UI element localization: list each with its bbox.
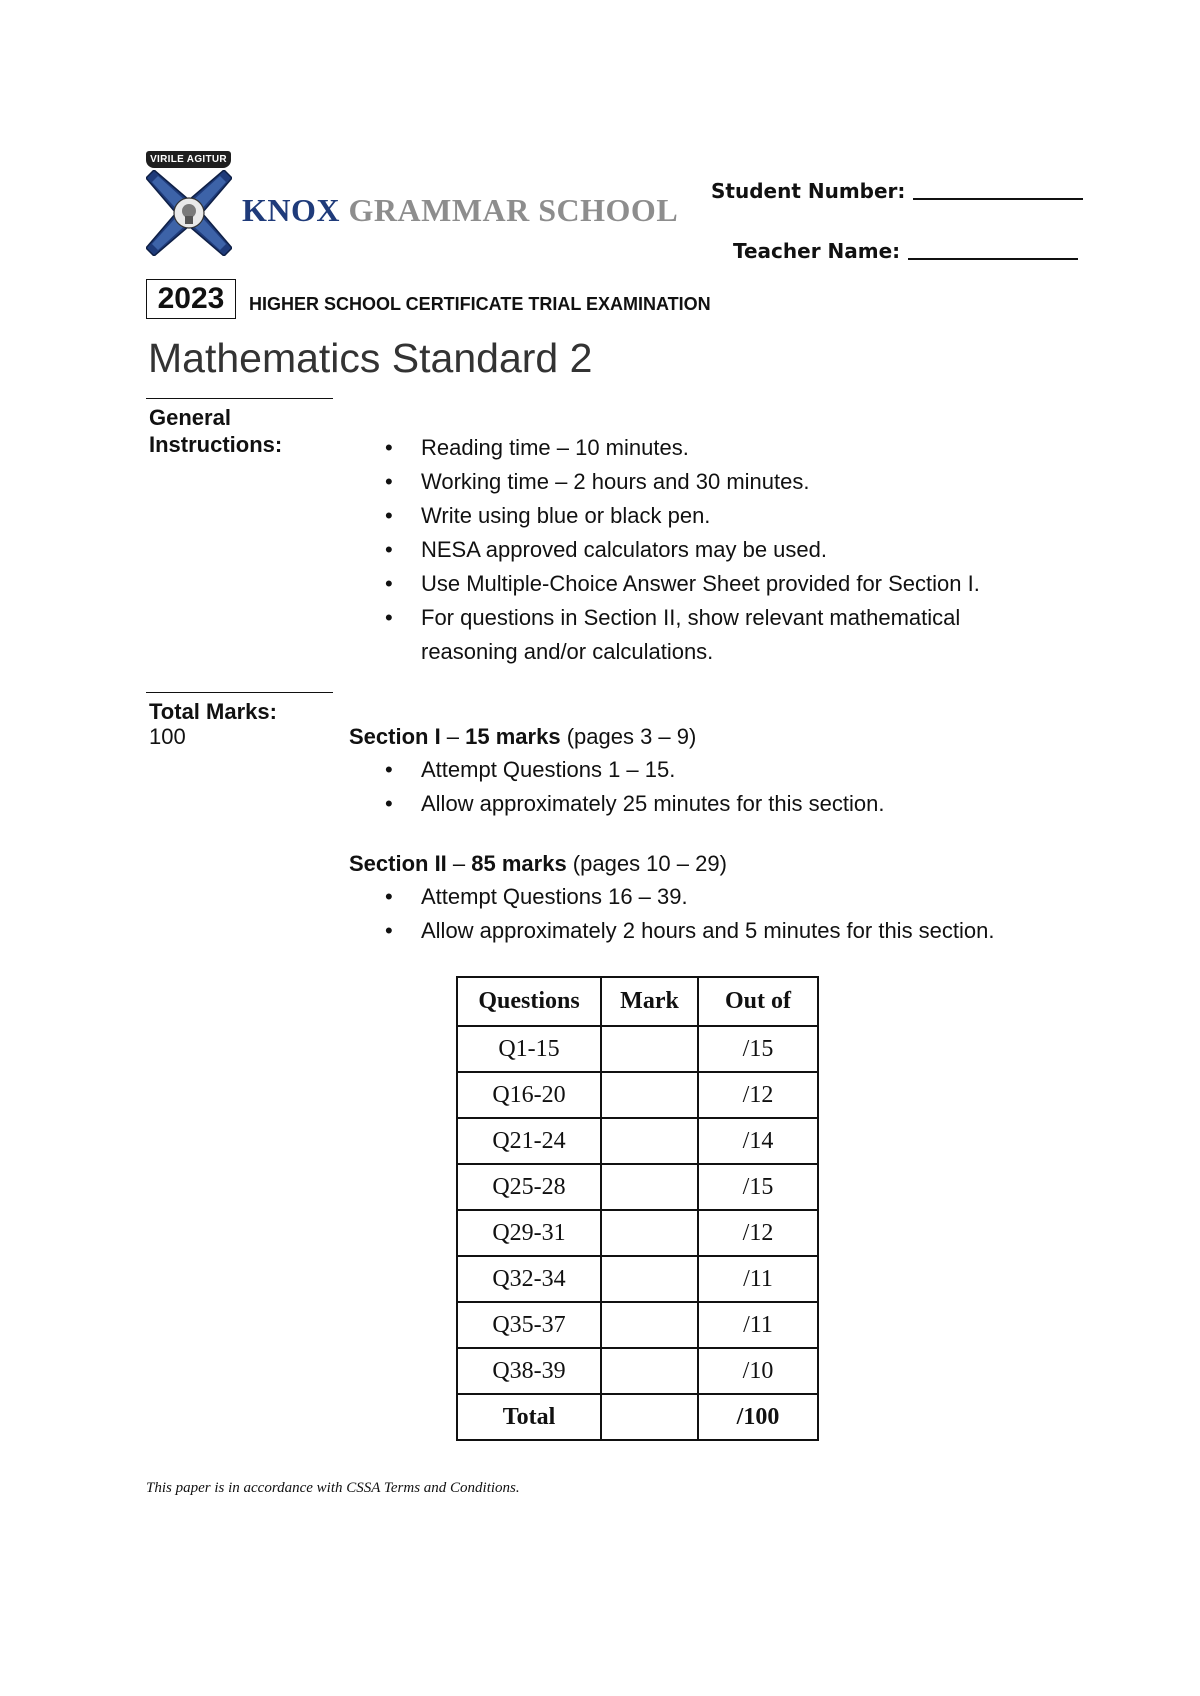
section-1-marks: 15 marks <box>465 724 561 749</box>
marks-table <box>456 976 819 1441</box>
total-marks-label: Total Marks: <box>149 699 277 724</box>
school-name-knox: KNOX <box>242 192 340 228</box>
teacher-name-field <box>733 238 1078 263</box>
mark-cell[interactable] <box>601 1072 698 1118</box>
list-item: • Reading time – 10 minutes. <box>349 431 1109 465</box>
section-1-list <box>349 753 1109 821</box>
out-of-cell: /15 <box>698 1164 818 1210</box>
list-item-line: For questions in Section II, show relevant mathematical <box>421 605 961 630</box>
mark-cell[interactable] <box>601 1302 698 1348</box>
teacher-name-label: Teacher Name: <box>733 239 901 263</box>
section-2-pages: (pages 10 – 29) <box>566 851 727 876</box>
column-header-mark: Mark <box>601 977 698 1026</box>
column-header-out-of: Out of <box>698 977 818 1026</box>
list-item: • Allow approximately 2 hours and 5 minutes for this section. <box>349 914 1149 948</box>
out-of-cell: /11 <box>698 1302 818 1348</box>
out-of-cell: /12 <box>698 1210 818 1256</box>
table-row <box>457 1256 818 1302</box>
exam-year: 2023 <box>146 279 236 319</box>
list-item: • Allow approximately 25 minutes for this section. <box>349 787 1109 821</box>
question-range-cell: Q32-34 <box>457 1256 601 1302</box>
student-number-line[interactable] <box>913 178 1083 200</box>
question-range-cell: Q29-31 <box>457 1210 601 1256</box>
general-instructions-label-line2: Instructions: <box>149 432 283 457</box>
list-item: • Working time – 2 hours and 30 minutes. <box>349 465 1109 499</box>
table-row <box>457 1348 818 1394</box>
table-row <box>457 1302 818 1348</box>
question-range-cell: Q25-28 <box>457 1164 601 1210</box>
total-marks-value: 100 <box>149 724 186 749</box>
list-item: • Attempt Questions 16 – 39. <box>349 880 1149 914</box>
divider-rule <box>146 398 333 399</box>
section-1-heading <box>349 722 696 752</box>
section-2-marks: 85 marks <box>471 851 567 876</box>
list-item: • Attempt Questions 1 – 15. <box>349 753 1109 787</box>
section-2-heading <box>349 849 727 879</box>
table-row <box>457 1072 818 1118</box>
question-range-cell: Q21-24 <box>457 1118 601 1164</box>
out-of-cell: /10 <box>698 1348 818 1394</box>
question-range-cell: Q16-20 <box>457 1072 601 1118</box>
teacher-name-line[interactable] <box>908 238 1078 260</box>
table-row <box>457 1210 818 1256</box>
table-row <box>457 1118 818 1164</box>
table-row <box>457 1026 818 1072</box>
mark-cell[interactable] <box>601 1256 698 1302</box>
crest-motto-banner: VIRILE AGITUR <box>146 151 231 168</box>
student-number-field <box>711 178 1083 203</box>
section-2-list <box>349 880 1149 948</box>
mark-cell[interactable] <box>601 1118 698 1164</box>
section-2-dash: – <box>446 851 472 876</box>
footer-note: This paper is in accordance with CSSA Terms and Conditions. <box>146 1480 520 1496</box>
section-2-name: Section II <box>349 851 447 876</box>
list-item: • NESA approved calculators may be used. <box>349 533 1109 567</box>
section-1-pages: (pages 3 – 9) <box>560 724 697 749</box>
question-range-cell: Q1-15 <box>457 1026 601 1072</box>
subject-title: Mathematics Standard 2 <box>148 335 593 381</box>
list-item-continuation: reasoning and/or calculations. <box>421 639 714 664</box>
total-mark-cell[interactable] <box>601 1394 698 1440</box>
mark-cell[interactable] <box>601 1164 698 1210</box>
out-of-cell: /12 <box>698 1072 818 1118</box>
school-name-rest: GRAMMAR SCHOOL <box>348 192 679 228</box>
table-header-row <box>457 977 818 1026</box>
total-out-of-cell: /100 <box>698 1394 818 1440</box>
total-label-cell: Total <box>457 1394 601 1440</box>
school-crest-logo <box>146 170 232 256</box>
student-number-label: Student Number: <box>711 179 906 203</box>
out-of-cell: /14 <box>698 1118 818 1164</box>
mark-cell[interactable] <box>601 1026 698 1072</box>
question-range-cell: Q35-37 <box>457 1302 601 1348</box>
divider-rule <box>146 692 333 693</box>
school-name <box>242 192 678 229</box>
mark-cell[interactable] <box>601 1210 698 1256</box>
column-header-questions: Questions <box>457 977 601 1026</box>
list-item: • Write using blue or black pen. <box>349 499 1109 533</box>
general-instructions-list <box>349 431 1109 669</box>
general-instructions-label-line1: General <box>149 405 231 430</box>
out-of-cell: /15 <box>698 1026 818 1072</box>
list-item <box>349 601 1109 669</box>
list-item: • Use Multiple-Choice Answer Sheet provided for Section I. <box>349 567 1109 601</box>
question-range-cell: Q38-39 <box>457 1348 601 1394</box>
section-1-name: Section I <box>349 724 441 749</box>
section-1-dash: – <box>440 724 466 749</box>
exam-title: HIGHER SCHOOL CERTIFICATE TRIAL EXAMINATION <box>249 294 711 314</box>
mark-cell[interactable] <box>601 1348 698 1394</box>
table-row <box>457 1164 818 1210</box>
out-of-cell: /11 <box>698 1256 818 1302</box>
general-instructions-label <box>149 404 282 458</box>
table-total-row <box>457 1394 818 1440</box>
